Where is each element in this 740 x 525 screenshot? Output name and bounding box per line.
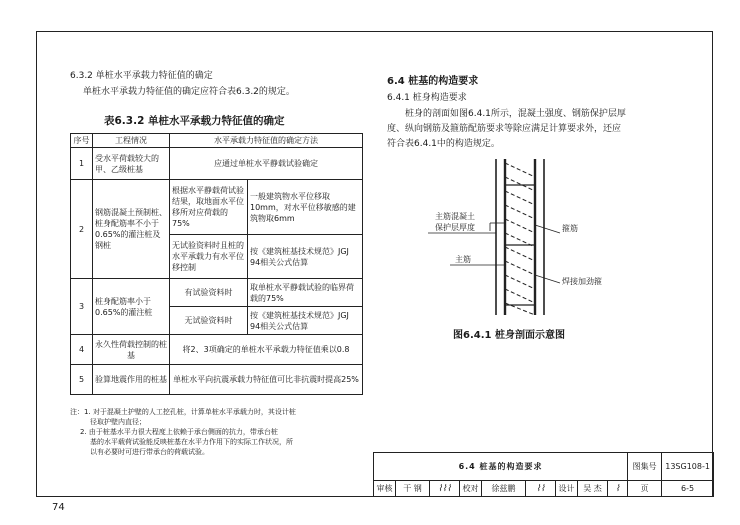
row-condition: 有试验资料时 — [170, 279, 248, 307]
note-line: 注：1. 对于混凝土护壁的人工挖孔桩，计算单桩水平承载力时，其设计桩 — [70, 408, 296, 416]
check-label: 校对 — [460, 481, 482, 497]
checker-name: 徐兹鹏 — [482, 481, 526, 497]
label-main-rebar: 主筋 — [455, 255, 471, 264]
row-method: 一般建筑物水平位移取10mm，对水平位移敏感的建筑物取6mm — [248, 180, 363, 235]
designer-signature: ⌇ — [608, 481, 628, 497]
stirrups — [505, 163, 535, 315]
leader-stiffening-ring — [535, 275, 560, 283]
right-heading: 6.4 桩基的构造要求 — [387, 76, 479, 87]
paragraph-line: 度、纵向钢筋及箍筋配筋要求等除应满足计算要求外，还应 — [387, 124, 622, 134]
table-title: 表6.3.2 单桩水平承载力特征值的确定 — [104, 115, 285, 127]
header-cell: 序号 — [71, 134, 93, 148]
table-row — [71, 148, 363, 180]
title-block-title: 6.4 桩基的构造要求 — [374, 453, 628, 481]
row-case: 受水平荷载较大的甲、乙级桩基 — [93, 148, 170, 180]
label-cover-2: 保护层厚度 — [435, 223, 475, 232]
row-case: 钢筋混凝土预制桩、桩身配筋率不小于0.65%的灌注桩及钢桩 — [93, 180, 170, 279]
page-number: 74 — [52, 502, 65, 513]
section-body: 单桩水平承载力特征值的确定应符合表6.3.2的规定。 — [83, 87, 295, 97]
design-label: 设计 — [556, 481, 578, 497]
row-number: 5 — [71, 365, 93, 395]
row-method: 按《建筑桩基技术规范》JGJ 94相关公式估算 — [248, 307, 363, 335]
reviewer-signature: ⌇⌇⌇ — [430, 481, 460, 497]
row-method: 将2、3项确定的单桩水平承载力特征值乘以0.8 — [170, 335, 363, 365]
leader-stirrup — [535, 225, 560, 233]
review-label: 审核 — [374, 481, 396, 497]
spec-table — [70, 133, 363, 395]
row-number: 1 — [71, 148, 93, 180]
right-paragraph — [387, 107, 626, 152]
row-method: 应通过单桩水平静载试验确定 — [170, 148, 363, 180]
figure-caption: 图6.4.1 桩身剖面示意图 — [453, 330, 565, 341]
table-notes — [70, 407, 296, 457]
note-line: 以有必要时可进行带承台的荷载试验。 — [90, 448, 209, 456]
row-condition: 根据水平静载荷试验结果，取地面水平位移所对应荷载的75% — [170, 180, 248, 235]
header-cell: 水平承载力特征值的确定方法 — [170, 134, 363, 148]
table-header-row — [71, 134, 363, 148]
note-line: 基的水平载荷试验能反映桩基在水平力作用下的实际工作状况，所 — [90, 438, 293, 446]
label-stirrup: 箍筋 — [562, 224, 578, 233]
paragraph-line: 桩身的剖面如图6.4.1所示，混凝土强度、钢筋保护层厚 — [405, 109, 626, 119]
row-number: 3 — [71, 279, 93, 335]
table-row — [71, 180, 363, 235]
row-method: 按《建筑桩基技术规范》JGJ 94相关公式估算 — [248, 235, 363, 279]
row-number: 4 — [71, 335, 93, 365]
page-code: 6-5 — [662, 481, 714, 497]
table-row — [71, 279, 363, 307]
label-stiffening-ring: 焊接加劲箍 — [562, 277, 602, 286]
table-row — [71, 365, 363, 395]
row-case: 桩身配筋率小于0.65%的灌注桩 — [93, 279, 170, 335]
pile-section-figure — [420, 155, 620, 325]
checker-signature: ⌇⌇ — [526, 481, 556, 497]
section-heading: 6.3.2 单桩水平承载力特征值的确定 — [70, 71, 213, 81]
row-condition: 无试验资料时且桩的水平承载力有水平位移控制 — [170, 235, 248, 279]
row-case: 验算地震作用的桩基 — [93, 365, 170, 395]
page-label: 页 — [628, 481, 662, 497]
reviewer-name: 干 钢 — [396, 481, 430, 497]
designer-name: 吴 杰 — [578, 481, 608, 497]
note-line: 2. 由于桩基水平力很大程度上依赖于承台侧面的抗力，带承台桩 — [80, 428, 278, 436]
row-condition: 无试验资料时 — [170, 307, 248, 335]
atlas-number: 13SG108-1 — [662, 453, 714, 481]
paragraph-line: 符合表6.4.1中的构造规定。 — [387, 139, 500, 149]
right-subheading: 6.4.1 桩身构造要求 — [387, 93, 467, 103]
label-cover: 主筋混凝土 — [435, 212, 475, 221]
atlas-label: 图集号 — [628, 453, 662, 481]
header-cell: 工程情况 — [93, 134, 170, 148]
row-case: 永久性荷载控制的桩基 — [93, 335, 170, 365]
table-row — [71, 335, 363, 365]
title-block — [373, 452, 714, 497]
row-number: 2 — [71, 180, 93, 279]
note-line: 径取护壁内直径； — [90, 418, 146, 426]
row-method: 取单桩水平静载试验的临界荷载的75% — [248, 279, 363, 307]
row-method: 单桩水平向抗震承载力特征值可比非抗震时提高25% — [170, 365, 363, 395]
